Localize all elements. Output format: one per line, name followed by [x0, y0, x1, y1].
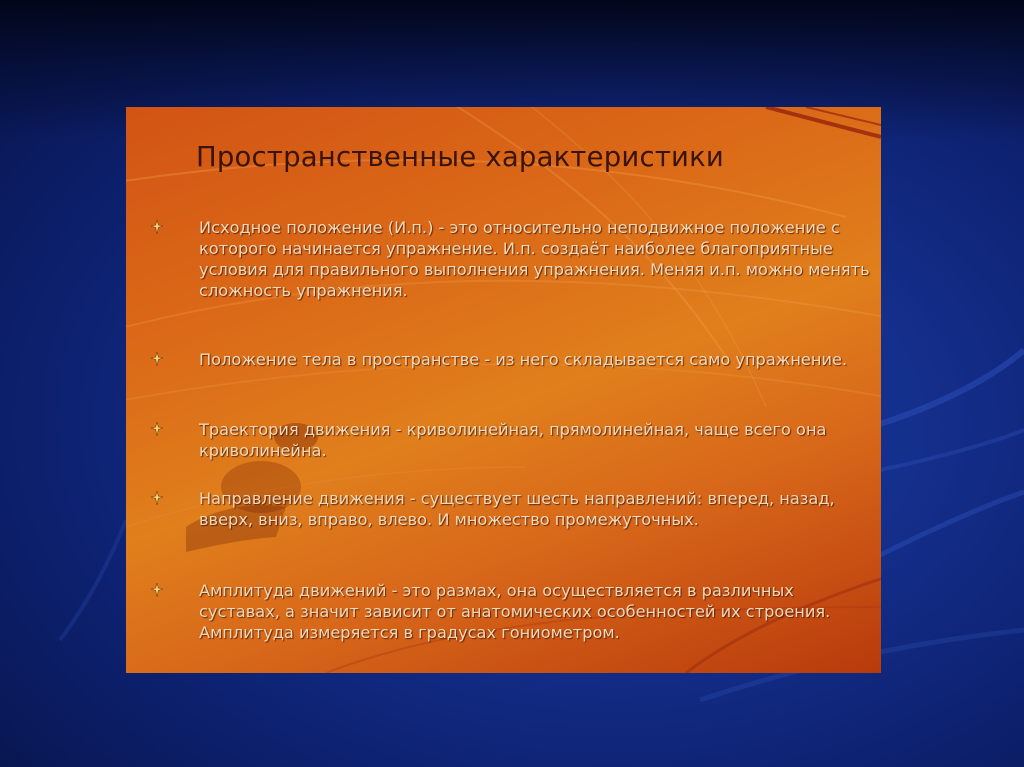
star-bullet-icon — [151, 583, 163, 597]
bullet-text-trajectory: Траектория движения - криволинейная, прямолинейная, чаще всего она криволинейна. — [199, 420, 827, 460]
bullet-text-initial-position: Исходное положение (И.п.) - это относительно неподвижное положение с которого начинается упражнение. И.п. создаёт наиболее благоприятные условия для правильного выполнения упражнения. Меняя и.п. можно менять сложность упражнения. — [199, 218, 870, 300]
star-bullet-icon — [151, 422, 163, 436]
bullet-text-amplitude: Амплитуда движений - это размах, она осуществляется в различных суставах, а значит зависит от анатомических особенностей их строения. Амплитуда измеряется в градусах гониометром. — [199, 581, 831, 642]
star-bullet-icon — [151, 220, 163, 234]
star-bullet-icon — [151, 491, 163, 505]
slide-title: Пространственные характеристики — [196, 141, 724, 173]
bullet-text-body-position: Положение тела в пространстве - из него складывается само упражнение. — [199, 350, 848, 369]
slide-panel — [126, 107, 881, 673]
star-bullet-icon — [151, 352, 163, 366]
bullet-text-direction: Направление движения - существует шесть направлений: вперед, назад, вверх, вниз, вправо, влево. И множество промежуточных. — [199, 489, 835, 529]
